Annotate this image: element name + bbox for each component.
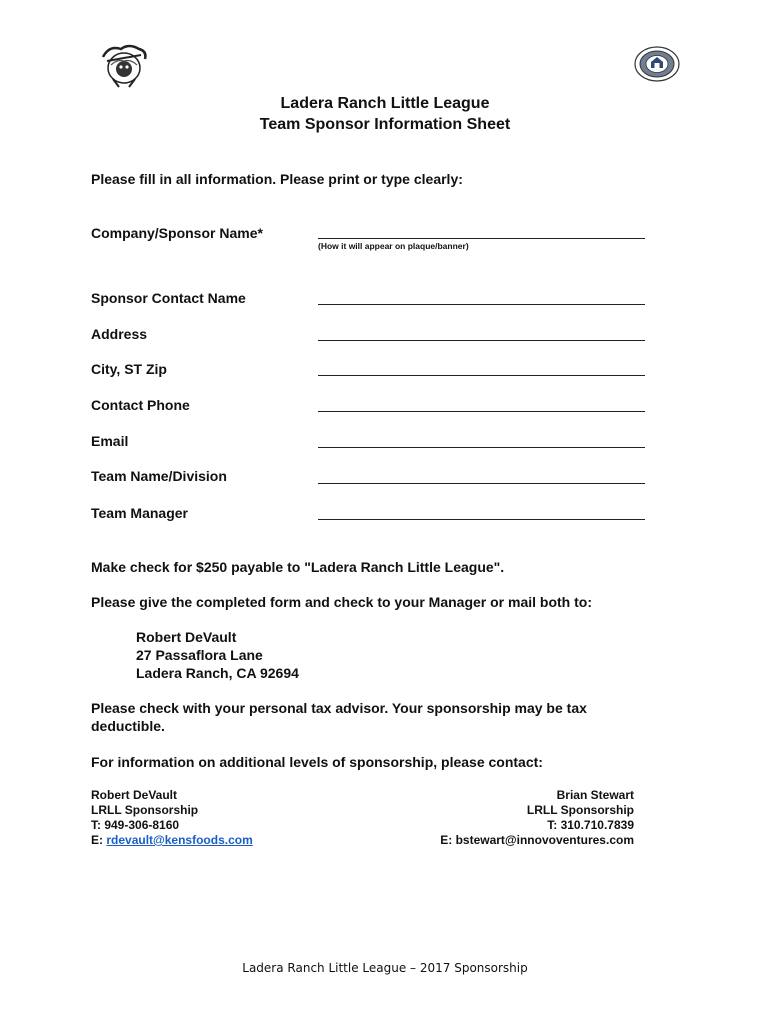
mailing-address	[136, 628, 299, 682]
page-subtitle: Team Sponsor Information Sheet	[259, 116, 511, 133]
contact-right-phone: T: 310.710.7839	[547, 818, 634, 832]
page-title: Ladera Ranch Little League	[280, 95, 490, 112]
more-info-text: For information on additional levels of sponsorship, please contact:	[91, 754, 543, 770]
contact-right	[440, 788, 634, 848]
team-name-division-label: Team Name/Division	[91, 468, 227, 484]
address-street: 27 Passaflora Lane	[136, 647, 263, 663]
address-city: Ladera Ranch, CA 92694	[136, 665, 299, 681]
sponsor-contact-name-label: Sponsor Contact Name	[91, 290, 246, 306]
contact-left-email-row	[91, 833, 253, 848]
address-field[interactable]	[318, 340, 645, 341]
contact-left-email-link[interactable]: rdevault@kensfoods.com	[106, 833, 253, 847]
instructions-text: Please fill in all information. Please print or type clearly:	[91, 171, 463, 187]
check-instructions: Make check for $250 payable to "Ladera Ranch Little League".	[91, 559, 505, 575]
team-manager-label: Team Manager	[91, 505, 188, 521]
tax-advice-line2: deductible.	[91, 718, 165, 734]
page-footer: Ladera Ranch Little League – 2017 Sponsorship	[242, 961, 528, 975]
contact-left-name: Robert DeVault	[91, 788, 178, 802]
contact-left-phone: T: 949-306-8160	[91, 818, 180, 832]
little-league-seal-logo	[634, 46, 680, 82]
email-label: Email	[91, 433, 129, 449]
contact-phone-field[interactable]	[318, 411, 645, 412]
contact-right-email: E: bstewart@innovoventures.com	[440, 833, 634, 847]
company-name-hint: (How it will appear on plaque/banner)	[318, 241, 469, 251]
contact-left	[91, 788, 253, 848]
contact-phone-label: Contact Phone	[91, 397, 190, 413]
company-name-label: Company/Sponsor Name*	[91, 225, 263, 241]
sponsor-contact-name-field[interactable]	[318, 304, 645, 305]
contact-right-org: LRLL Sponsorship	[526, 803, 634, 817]
address-name: Robert DeVault	[136, 629, 237, 645]
contact-right-name: Brian Stewart	[556, 788, 634, 802]
email-field[interactable]	[318, 447, 645, 448]
city-st-zip-label: City, ST Zip	[91, 361, 167, 377]
company-name-field[interactable]	[318, 238, 645, 239]
contact-left-org: LRLL Sponsorship	[91, 803, 199, 817]
contact-left-email-prefix: E:	[91, 833, 107, 847]
team-name-division-field[interactable]	[318, 483, 645, 484]
submission-instructions: Please give the completed form and check to your Manager or mail both to:	[91, 594, 592, 610]
city-st-zip-field[interactable]	[318, 375, 645, 376]
address-label: Address	[91, 326, 148, 342]
league-logo-left	[99, 41, 149, 89]
team-manager-field[interactable]	[318, 519, 645, 520]
tax-advice-line1: Please check with your personal tax advisor. Your sponsorship may be tax	[91, 700, 587, 716]
